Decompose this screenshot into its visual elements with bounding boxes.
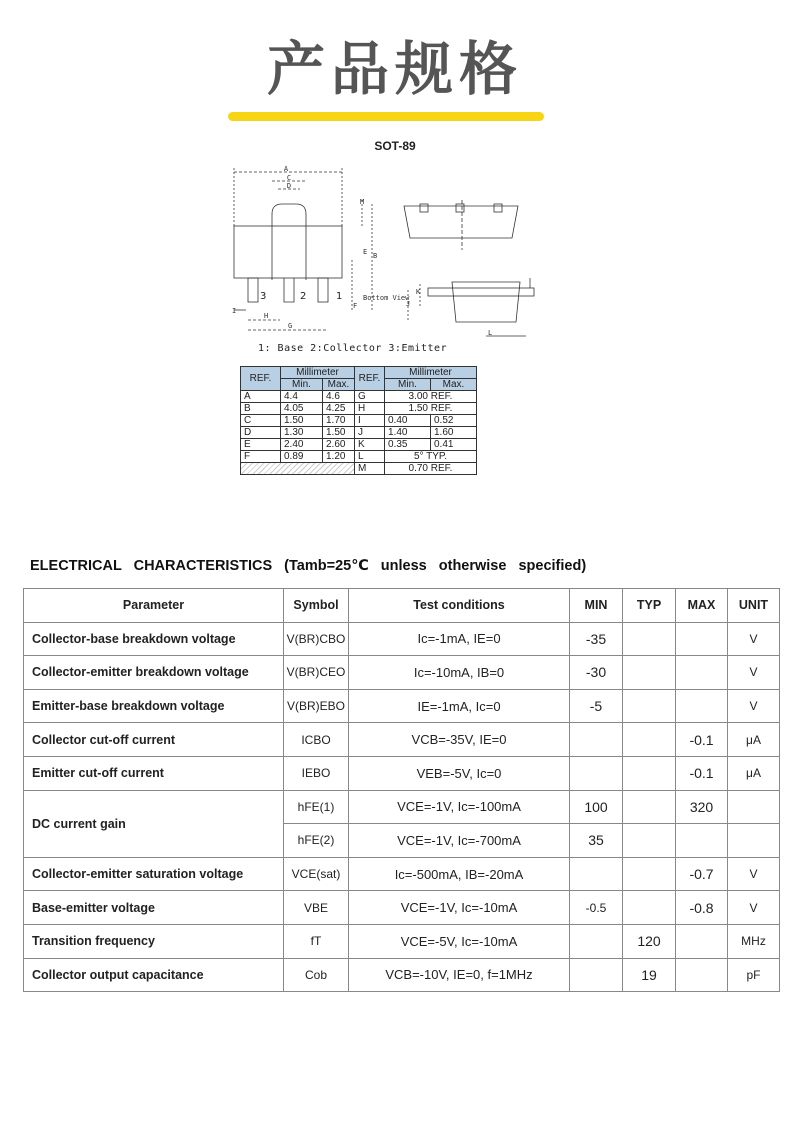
table-row <box>24 622 780 656</box>
dimension-table <box>240 366 477 475</box>
cell-min: 100 <box>570 790 623 824</box>
cell-parameter: DC current gain <box>24 790 284 857</box>
cell-max: -0.1 <box>676 756 728 790</box>
table-row <box>24 891 780 925</box>
table-row <box>24 958 780 992</box>
dim-label-j: J <box>406 300 411 308</box>
cell-symbol: VCE(sat) <box>284 857 349 891</box>
dim-label-i: I <box>232 307 237 315</box>
center-tab <box>272 204 306 280</box>
pin-label-2: 2 <box>300 291 307 302</box>
dim-min: 4.05 <box>281 403 323 415</box>
dim-max: 0.52 <box>431 415 477 427</box>
cell-symbol: VBE <box>284 891 349 925</box>
cell-min <box>570 924 623 958</box>
cell-unit: pF <box>728 958 780 992</box>
ref-header-right: REF. <box>355 367 385 391</box>
cell-test: Ic=-10mA, IB=0 <box>349 656 570 690</box>
cell-parameter: Collector-base breakdown voltage <box>24 622 284 656</box>
page-title: 产品规格 <box>266 35 523 103</box>
header-typ: TYP <box>623 589 676 623</box>
dim-label-m: M <box>360 198 365 206</box>
cell-test: VCE=-1V, Ic=-10mA <box>349 891 570 925</box>
pin-3-lead <box>248 278 258 302</box>
cell-symbol: IEBO <box>284 756 349 790</box>
unit-header-left: Millimeter <box>281 367 355 379</box>
table-header-row <box>24 589 780 623</box>
dim-row <box>241 391 477 403</box>
dim-row <box>241 415 477 427</box>
dim-max: 2.60 <box>323 439 355 451</box>
dim-min: 1.40 <box>385 427 431 439</box>
cell-symbol: hFE(2) <box>284 824 349 858</box>
table-row <box>24 723 780 757</box>
cell-min <box>570 723 623 757</box>
dim-max: 1.70 <box>323 415 355 427</box>
dim-max: 1.60 <box>431 427 477 439</box>
cell-unit: V <box>728 656 780 690</box>
header-parameter: Parameter <box>24 589 284 623</box>
header-test-conditions: Test conditions <box>349 589 570 623</box>
cell-symbol: Cob <box>284 958 349 992</box>
cell-max <box>676 656 728 690</box>
dim-ref: F <box>241 451 281 463</box>
dim-min: 1.50 <box>281 415 323 427</box>
side-view-lead <box>428 288 534 296</box>
dim-row <box>241 427 477 439</box>
header-max: MAX <box>676 589 728 623</box>
max-header-right: Max. <box>431 379 477 391</box>
dim-label-c: C <box>286 174 292 182</box>
electrical-section-title: ELECTRICAL CHARACTERISTICS (Tamb=25℃ unless otherwise specified) <box>30 558 587 574</box>
cell-max <box>676 689 728 723</box>
cell-symbol: V(BR)CEO <box>284 656 349 690</box>
cell-unit: V <box>728 857 780 891</box>
cell-max: -0.8 <box>676 891 728 925</box>
dim-ref: E <box>241 439 281 451</box>
table-row <box>24 756 780 790</box>
cell-min: -35 <box>570 622 623 656</box>
cell-min <box>570 756 623 790</box>
pin-2-lead <box>284 278 294 302</box>
dim-ref: L <box>355 451 385 463</box>
cell-test: VCB=-35V, IE=0 <box>349 723 570 757</box>
cell-typ: 19 <box>623 958 676 992</box>
cell-symbol: V(BR)CBO <box>284 622 349 656</box>
pin-label-1: 1 <box>336 291 343 302</box>
header-unit: UNIT <box>728 589 780 623</box>
cell-unit: V <box>728 622 780 656</box>
min-header-left: Min. <box>281 379 323 391</box>
dim-label-a: A <box>283 165 289 173</box>
dim-ref: J <box>355 427 385 439</box>
side-view-top <box>404 206 518 238</box>
dim-ref: H <box>355 403 385 415</box>
cell-symbol: ICBO <box>284 723 349 757</box>
dim-value: 3.00 REF. <box>385 391 477 403</box>
cell-unit: μA <box>728 756 780 790</box>
dim-label-f: F <box>353 302 358 310</box>
dim-label-d: D <box>286 182 292 190</box>
table-row <box>24 924 780 958</box>
cell-typ <box>623 656 676 690</box>
cell-min: 35 <box>570 824 623 858</box>
cell-typ: 120 <box>623 924 676 958</box>
dim-row <box>241 403 477 415</box>
cell-typ <box>623 824 676 858</box>
dim-ref: C <box>241 415 281 427</box>
cell-max <box>676 924 728 958</box>
ref-header-left: REF. <box>241 367 281 391</box>
unit-header-right: Millimeter <box>385 367 477 379</box>
dim-value: 0.70 REF. <box>385 463 477 475</box>
package-body <box>234 226 342 278</box>
cell-parameter: Base-emitter voltage <box>24 891 284 925</box>
cell-test: IE=-1mA, Ic=0 <box>349 689 570 723</box>
cell-unit: V <box>728 689 780 723</box>
dim-empty-cell <box>241 463 355 475</box>
electrical-characteristics-table <box>23 588 780 992</box>
title-underline-bar <box>228 112 544 121</box>
header-symbol: Symbol <box>284 589 349 623</box>
dim-ref: I <box>355 415 385 427</box>
cell-min: -5 <box>570 689 623 723</box>
cell-symbol: V(BR)EBO <box>284 689 349 723</box>
cell-parameter: Collector output capacitance <box>24 958 284 992</box>
cell-unit: MHz <box>728 924 780 958</box>
dim-max: 0.41 <box>431 439 477 451</box>
dim-ref: A <box>241 391 281 403</box>
cell-parameter: Collector-emitter saturation voltage <box>24 857 284 891</box>
cell-test: VCE=-1V, Ic=-700mA <box>349 824 570 858</box>
cell-min <box>570 857 623 891</box>
dim-min: 2.40 <box>281 439 323 451</box>
cell-parameter: Emitter-base breakdown voltage <box>24 689 284 723</box>
cell-parameter: Collector cut-off current <box>24 723 284 757</box>
dim-max: 1.20 <box>323 451 355 463</box>
pin-label-3: 3 <box>260 291 267 302</box>
dim-value: 1.50 REF. <box>385 403 477 415</box>
dim-label-b: B <box>373 252 378 260</box>
dim-row <box>241 463 477 475</box>
cell-typ <box>623 622 676 656</box>
dim-ref: G <box>355 391 385 403</box>
cell-typ <box>623 857 676 891</box>
cell-min: -0.5 <box>570 891 623 925</box>
pin-caption: 1: Base 2:Collector 3:Emitter <box>258 343 448 354</box>
cell-typ <box>623 689 676 723</box>
table-row <box>24 689 780 723</box>
cell-max <box>676 958 728 992</box>
cell-typ <box>623 723 676 757</box>
cell-typ <box>623 891 676 925</box>
table-row <box>24 857 780 891</box>
cell-unit: V <box>728 891 780 925</box>
dim-min: 4.4 <box>281 391 323 403</box>
min-header-right: Min. <box>385 379 431 391</box>
cell-max: -0.7 <box>676 857 728 891</box>
dim-label-g: G <box>288 322 293 330</box>
dim-min: 0.40 <box>385 415 431 427</box>
table-row <box>24 656 780 690</box>
dim-label-k: K <box>416 288 421 296</box>
cell-unit <box>728 790 780 824</box>
cell-unit <box>728 824 780 858</box>
dim-min: 0.89 <box>281 451 323 463</box>
cell-max: 320 <box>676 790 728 824</box>
dim-row <box>241 439 477 451</box>
dim-label-h: H <box>264 312 269 320</box>
cell-symbol: fT <box>284 924 349 958</box>
max-header-left: Max. <box>323 379 355 391</box>
dim-label-l: L <box>488 329 493 337</box>
cell-max <box>676 622 728 656</box>
header-min: MIN <box>570 589 623 623</box>
dim-row <box>241 451 477 463</box>
cell-test: VCB=-10V, IE=0, f=1MHz <box>349 958 570 992</box>
dim-value: 5° TYP. <box>385 451 477 463</box>
package-name: SOT-89 <box>374 139 416 153</box>
dim-label-e: E <box>363 248 368 256</box>
cell-parameter: Emitter cut-off current <box>24 756 284 790</box>
table-row <box>24 790 780 824</box>
cell-parameter: Transition frequency <box>24 924 284 958</box>
cell-symbol: hFE(1) <box>284 790 349 824</box>
cell-typ <box>623 790 676 824</box>
dim-ref: K <box>355 439 385 451</box>
dim-max: 4.6 <box>323 391 355 403</box>
cell-max: -0.1 <box>676 723 728 757</box>
cell-test: Ic=-1mA, IE=0 <box>349 622 570 656</box>
dim-max: 4.25 <box>323 403 355 415</box>
pin-1-lead <box>318 278 328 302</box>
dim-ref: B <box>241 403 281 415</box>
cell-test: VCE=-1V, Ic=-100mA <box>349 790 570 824</box>
cell-test: VCE=-5V, Ic=-10mA <box>349 924 570 958</box>
cell-parameter: Collector-emitter breakdown voltage <box>24 656 284 690</box>
cell-test: VEB=-5V, Ic=0 <box>349 756 570 790</box>
cell-unit: μA <box>728 723 780 757</box>
cell-max <box>676 824 728 858</box>
dim-max: 1.50 <box>323 427 355 439</box>
dim-ref: D <box>241 427 281 439</box>
dim-min: 0.35 <box>385 439 431 451</box>
cell-min <box>570 958 623 992</box>
bottom-view-label: Bottom View <box>363 294 410 302</box>
dim-ref: M <box>355 463 385 475</box>
cell-min: -30 <box>570 656 623 690</box>
cell-typ <box>623 756 676 790</box>
dim-min: 1.30 <box>281 427 323 439</box>
cell-test: Ic=-500mA, IB=-20mA <box>349 857 570 891</box>
package-outline-drawing <box>226 160 546 360</box>
